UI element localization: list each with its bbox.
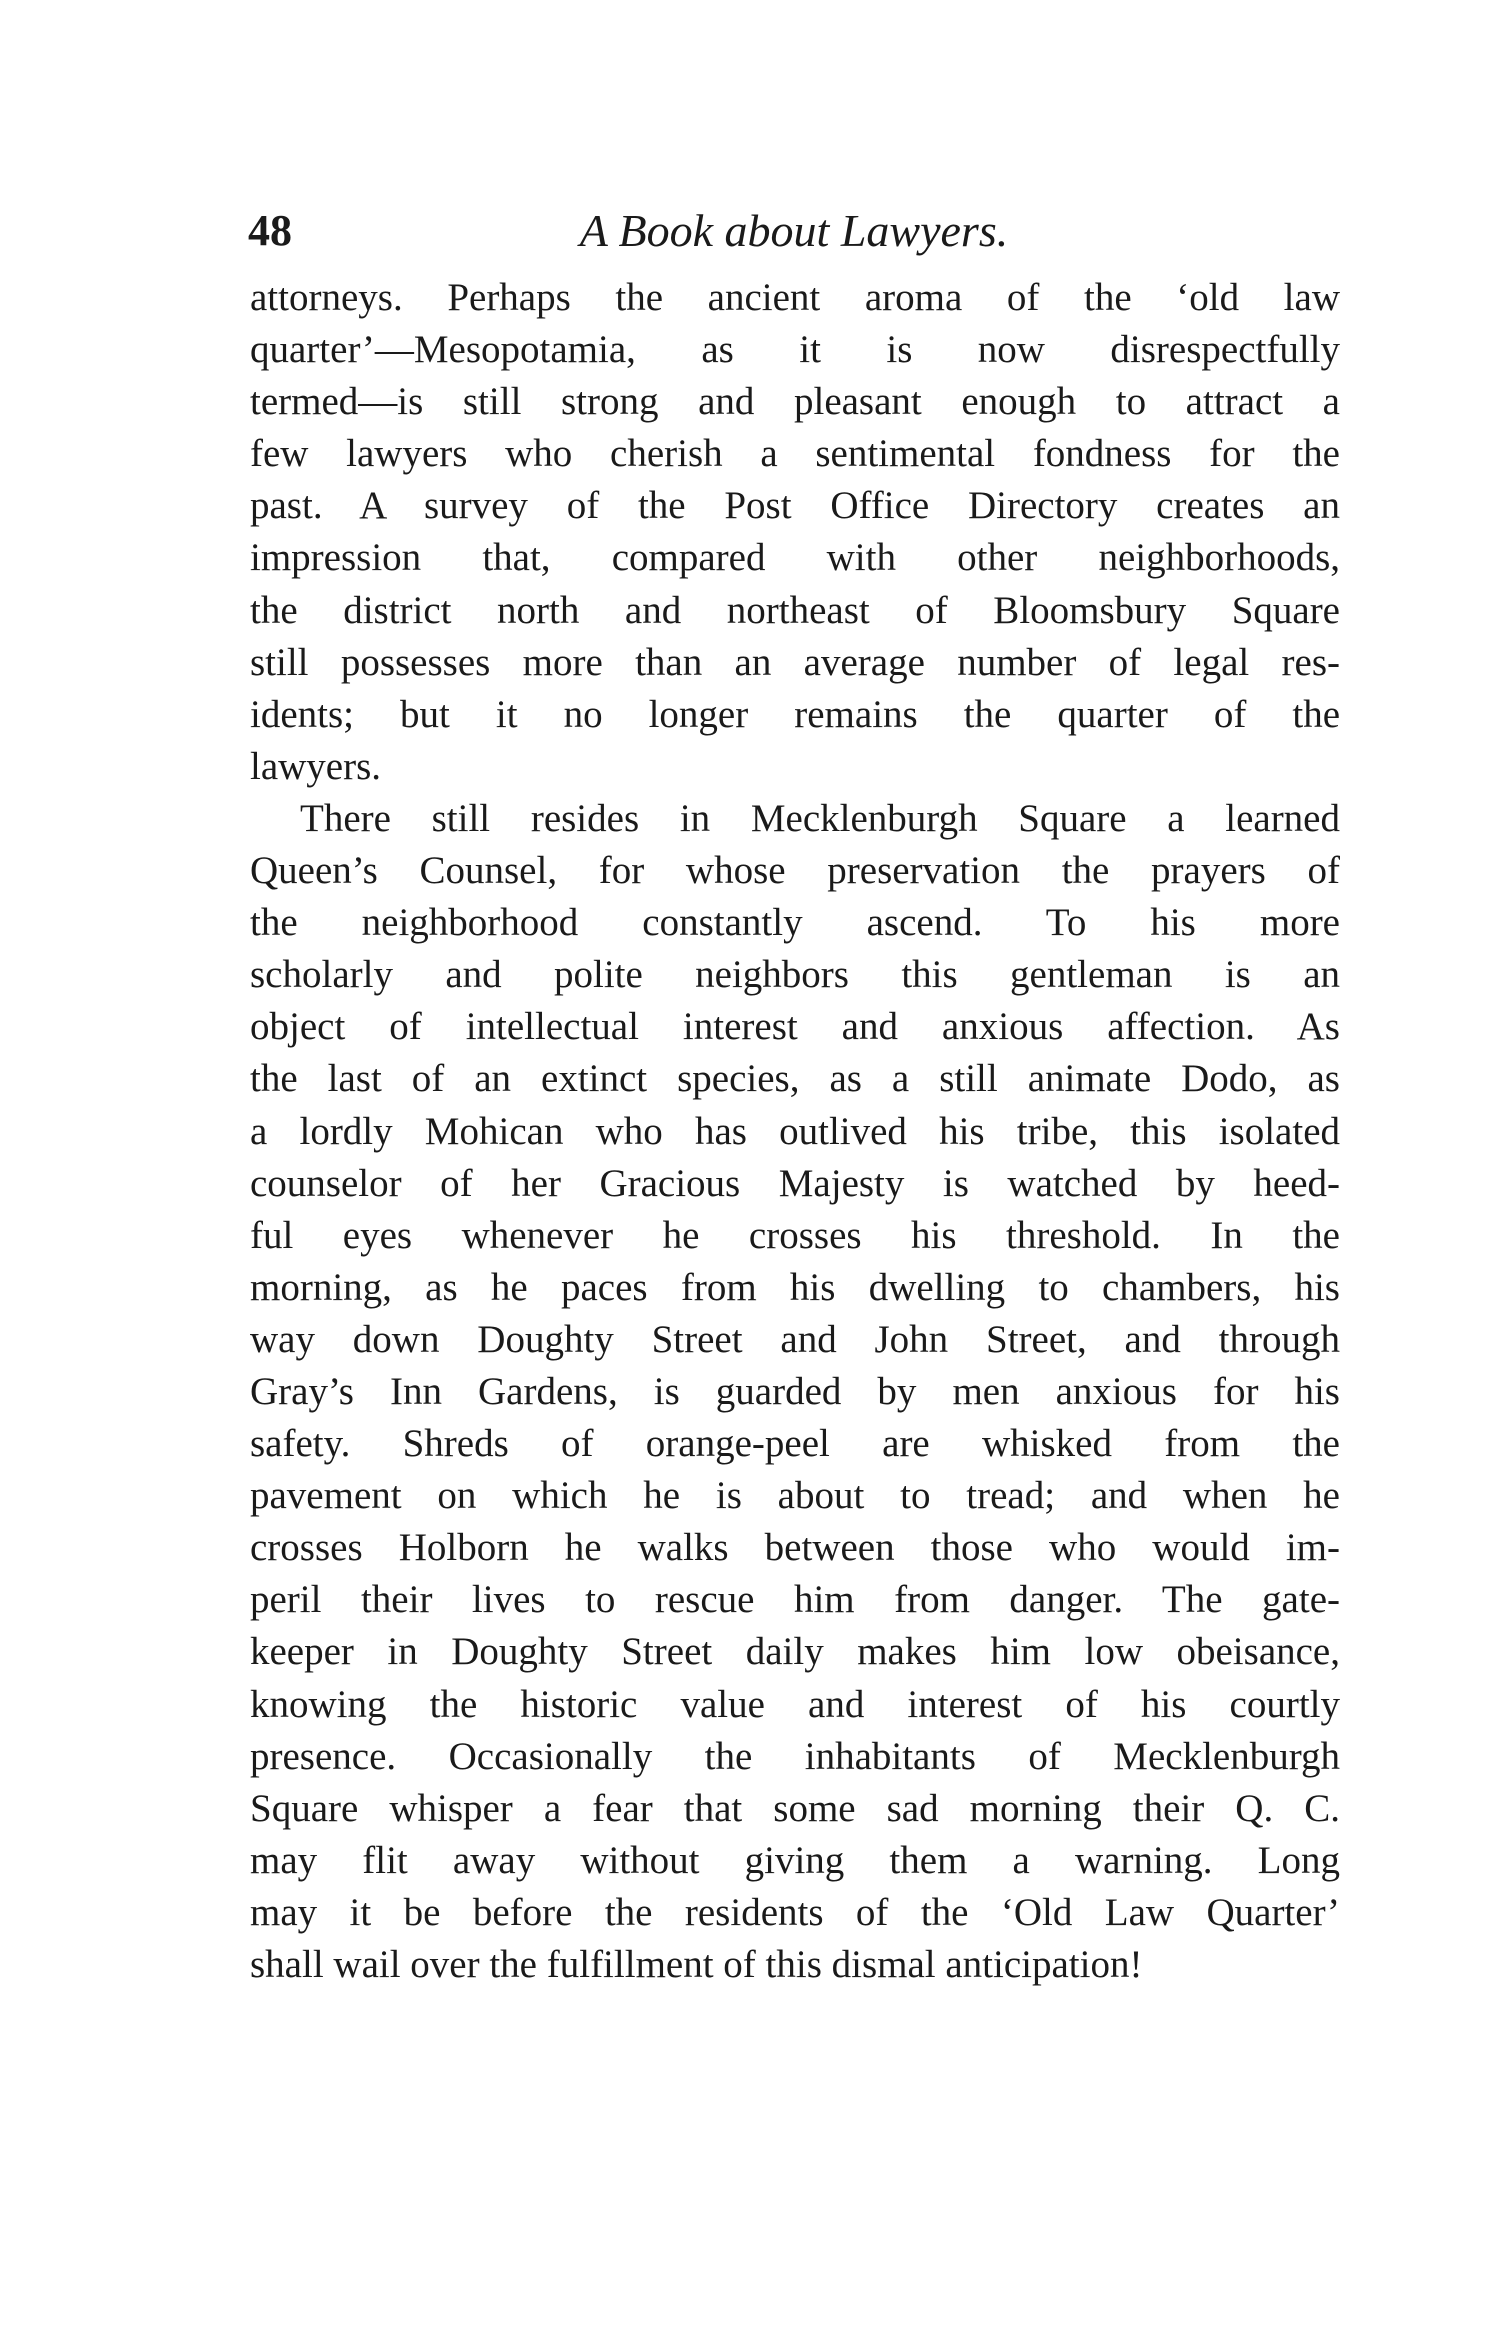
text-line: a lordly Mohican who has outlived his tribe, this isolated — [250, 1109, 1340, 1153]
text-line: few lawyers who cherish a sentimental fondness for the — [250, 432, 1340, 476]
text-line: may flit away without giving them a warning. Long — [250, 1838, 1340, 1882]
text-line: Queen’s Counsel, for whose preservation the prayers of — [250, 849, 1340, 893]
text-line: the district north and northeast of Bloomsbury Square — [250, 588, 1340, 632]
text-line: There still resides in Mecklenburgh Square a learned — [300, 796, 1340, 840]
text-line: shall wail over the fulfillment of this dismal anticipation! — [250, 1943, 1143, 1986]
text-line: peril their lives to rescue him from danger. The gate- — [250, 1578, 1340, 1622]
text-line: Square whisper a fear that some sad morning their Q. C. — [250, 1786, 1340, 1830]
paragraph — [250, 793, 1340, 1991]
text-line: morning, as he paces from his dwelling to chambers, his — [250, 1265, 1340, 1309]
text-line: ful eyes whenever he crosses his threshold. In the — [250, 1213, 1340, 1257]
text-line: counselor of her Gracious Majesty is watched by heed- — [250, 1161, 1340, 1205]
text-line: Gray’s Inn Gardens, is guarded by men anxious for his — [250, 1369, 1340, 1413]
text-line: presence. Occasionally the inhabitants of Mecklenburgh — [250, 1734, 1340, 1778]
text-line: scholarly and polite neighbors this gentleman is an — [250, 953, 1340, 997]
text-line: past. A survey of the Post Office Directory creates an — [250, 484, 1340, 528]
body-text — [250, 272, 1340, 1991]
text-line: keeper in Doughty Street daily makes him low obeisance, — [250, 1630, 1340, 1674]
text-line: lawyers. — [250, 744, 382, 788]
text-line: the last of an extinct species, as a still animate Dodo, as — [250, 1057, 1340, 1101]
text-line: still possesses more than an average number of legal res- — [250, 640, 1340, 684]
text-line: the neighborhood constantly ascend. To his more — [250, 901, 1340, 945]
text-line: object of intellectual interest and anxious affection. As — [250, 1005, 1340, 1049]
text-line: quarter’—Mesopotamia, as it is now disrespectfully — [250, 328, 1340, 372]
text-line: attorneys. Perhaps the ancient aroma of the ‘old law — [250, 276, 1340, 319]
text-line: pavement on which he is about to tread; and when he — [250, 1474, 1340, 1518]
running-title: A Book about Lawyers. — [579, 205, 1009, 256]
page-number: 48 — [248, 206, 292, 255]
text-line: crosses Holborn he walks between those who would im- — [250, 1526, 1340, 1570]
text-line: impression that, compared with other neighborhoods, — [250, 536, 1340, 580]
text-line: termed—is still strong and pleasant enough to attract a — [250, 380, 1340, 424]
paragraph — [250, 272, 1340, 793]
text-line: safety. Shreds of orange-peel are whisked from the — [250, 1422, 1340, 1466]
text-line: may it be before the residents of the ‘Old Law Quarter’ — [250, 1890, 1340, 1934]
page-header — [248, 196, 1340, 266]
text-line: knowing the historic value and interest of his courtly — [250, 1682, 1340, 1726]
text-line: way down Doughty Street and John Street, and through — [250, 1317, 1340, 1361]
text-line: idents; but it no longer remains the quarter of the — [250, 692, 1340, 736]
